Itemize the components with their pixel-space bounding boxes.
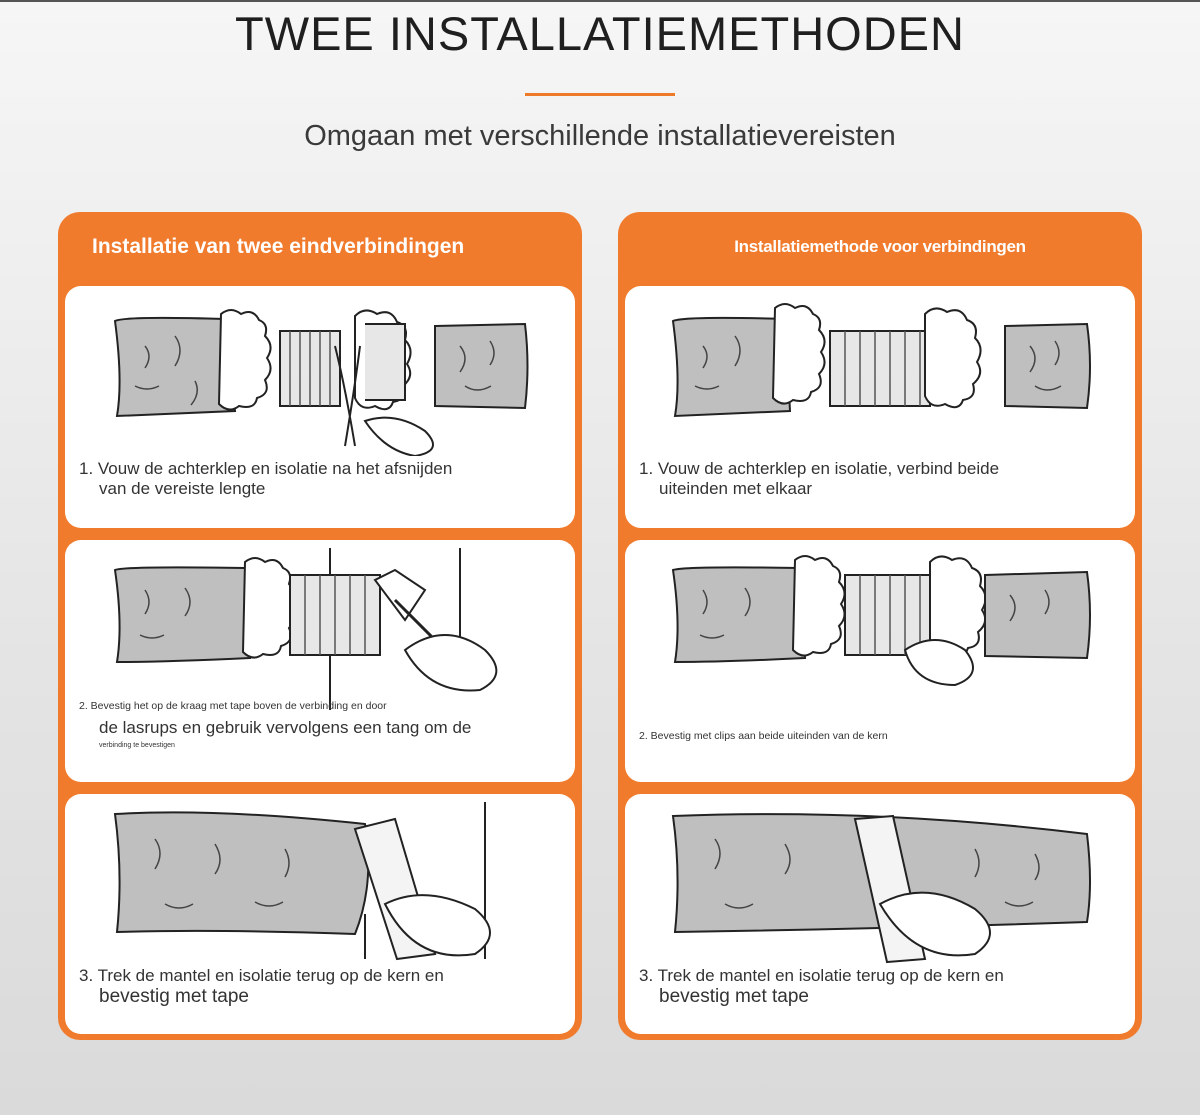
step-caption <box>79 966 565 1007</box>
panel-connection-method <box>618 212 1142 1040</box>
panel-heading: Installatiemethode voor verbindingen <box>734 237 1026 256</box>
step-card-2 <box>625 540 1135 782</box>
panel-heading: Installatie van twee eindverbindingen <box>92 235 465 258</box>
caption-line: uiteinden met elkaar <box>659 478 813 498</box>
step-card-1 <box>625 286 1135 528</box>
caption-line: bevestig met tape <box>99 985 249 1007</box>
step-caption <box>639 730 1125 742</box>
panel-two-end-connections <box>58 212 582 1040</box>
step-caption <box>639 459 1125 498</box>
caption-line: 3. Trek de mantel en isolatie terug op de kern en <box>639 966 1004 985</box>
fold-insulation-illustration <box>65 286 575 456</box>
caption-line: 1. Vouw de achterklep en isolatie, verbind beide <box>639 459 1000 478</box>
fold-and-join-illustration <box>625 286 1135 456</box>
tape-jacket-illustration <box>65 794 575 964</box>
caption-line: 2. Bevestig het op de kraag met tape boven de verbinding en door <box>79 700 387 712</box>
caption-line: van de vereiste lengte <box>99 478 266 498</box>
step-card-1 <box>65 286 575 528</box>
top-border-line <box>0 0 1200 2</box>
step-card-3 <box>625 794 1135 1034</box>
step-caption <box>79 459 565 498</box>
page-subtitle: Omgaan met verschillende installatievereisten <box>304 120 896 152</box>
step-caption <box>639 966 1125 1007</box>
caption-line: 1. Vouw de achterklep en isolatie na het afsnijden <box>79 459 453 478</box>
clip-illustration <box>625 540 1135 710</box>
caption-line: de lasrups en gebruik vervolgens een tang om de <box>99 718 472 738</box>
page-title: TWEE INSTALLATIEMETHODEN <box>235 7 965 60</box>
caption-line: bevestig met tape <box>659 985 809 1007</box>
step-caption <box>79 700 565 750</box>
tape-and-pliers-illustration <box>65 540 575 710</box>
title-divider <box>525 93 675 96</box>
step-card-3 <box>65 794 575 1034</box>
step-card-2 <box>65 540 575 782</box>
tape-jacket-illustration <box>625 794 1135 964</box>
caption-line: verbinding te bevestigen <box>99 741 175 749</box>
caption-line: 3. Trek de mantel en isolatie terug op de kern en <box>79 966 444 985</box>
caption-line: 2. Bevestig met clips aan beide uiteinden van de kern <box>639 730 888 742</box>
